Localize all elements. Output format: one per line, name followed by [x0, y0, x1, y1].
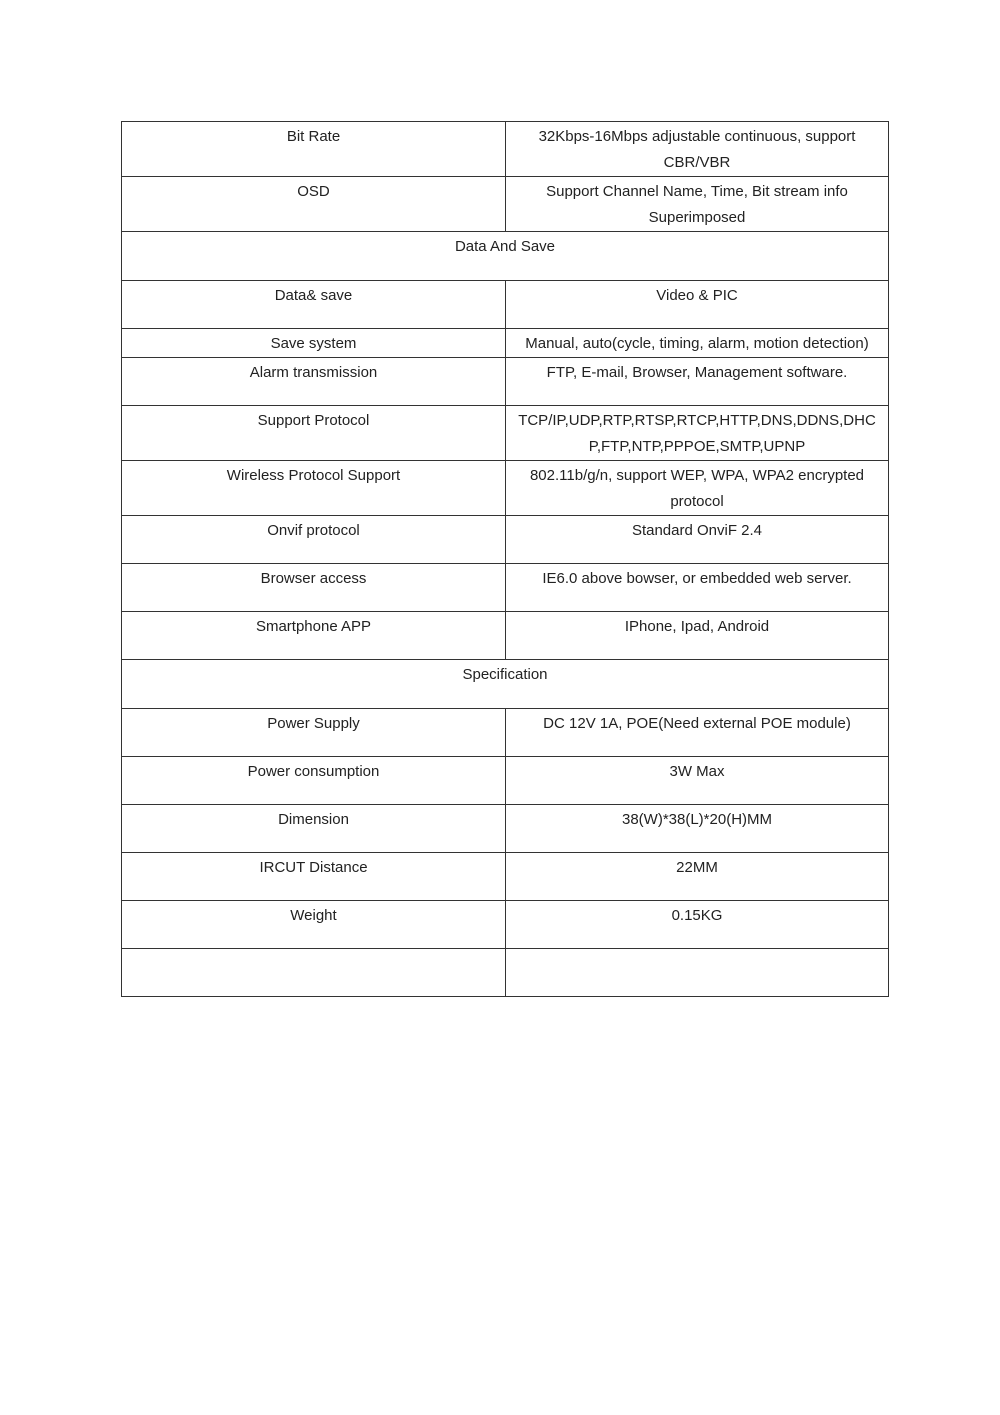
- table-row: [122, 329, 889, 358]
- spec-value: Video & PIC: [506, 281, 889, 329]
- table-row: [122, 461, 889, 516]
- section-heading: Specification: [122, 660, 889, 709]
- table-row: [122, 612, 889, 660]
- table-row: [122, 406, 889, 461]
- spec-label: Smartphone APP: [122, 612, 506, 660]
- table-row: [122, 564, 889, 612]
- spec-value: Manual, auto(cycle, timing, alarm, motion detection): [506, 329, 889, 358]
- spec-value: 802.11b/g/n, support WEP, WPA, WPA2 encrypted protocol: [506, 461, 889, 516]
- section-row: [122, 232, 889, 281]
- spec-value: 0.15KG: [506, 901, 889, 949]
- table-row: [122, 757, 889, 805]
- spec-value: 3W Max: [506, 757, 889, 805]
- spec-label: IRCUT Distance: [122, 853, 506, 901]
- spec-value: DC 12V 1A, POE(Need external POE module): [506, 709, 889, 757]
- table-row: [122, 853, 889, 901]
- spec-label: Alarm transmission: [122, 358, 506, 406]
- table-row: [122, 709, 889, 757]
- spec-label: Browser access: [122, 564, 506, 612]
- section-row: [122, 660, 889, 709]
- spec-value: FTP, E-mail, Browser, Management software.: [506, 358, 889, 406]
- spec-label: Support Protocol: [122, 406, 506, 461]
- spec-value: TCP/IP,UDP,RTP,RTSP,RTCP,HTTP,DNS,DDNS,DHCP,FTP,NTP,PPPOE,SMTP,UPNP: [506, 406, 889, 461]
- spec-value: IE6.0 above bowser, or embedded web server.: [506, 564, 889, 612]
- table-row: [122, 358, 889, 406]
- table-row: [122, 805, 889, 853]
- table-row: [122, 122, 889, 177]
- spec-value: Support Channel Name, Time, Bit stream info Superimposed: [506, 177, 889, 232]
- table-row-empty: [122, 949, 889, 997]
- spec-value: 32Kbps-16Mbps adjustable continuous, support CBR/VBR: [506, 122, 889, 177]
- section-heading: Data And Save: [122, 232, 889, 281]
- spec-value: 22MM: [506, 853, 889, 901]
- spec-label: [122, 949, 506, 997]
- spec-value: Standard OnviF 2.4: [506, 516, 889, 564]
- spec-label: Onvif protocol: [122, 516, 506, 564]
- spec-value: IPhone, Ipad, Android: [506, 612, 889, 660]
- spec-label: OSD: [122, 177, 506, 232]
- spec-label: Data& save: [122, 281, 506, 329]
- spec-table: [121, 121, 889, 997]
- spec-table-body: [122, 122, 889, 997]
- spec-label: Wireless Protocol Support: [122, 461, 506, 516]
- spec-value: 38(W)*38(L)*20(H)MM: [506, 805, 889, 853]
- table-row: [122, 901, 889, 949]
- spec-label: Power Supply: [122, 709, 506, 757]
- table-row: [122, 177, 889, 232]
- spec-label: Weight: [122, 901, 506, 949]
- table-row: [122, 516, 889, 564]
- spec-label: Save system: [122, 329, 506, 358]
- spec-label: Dimension: [122, 805, 506, 853]
- spec-label: Power consumption: [122, 757, 506, 805]
- spec-value: [506, 949, 889, 997]
- table-row: [122, 281, 889, 329]
- spec-label: Bit Rate: [122, 122, 506, 177]
